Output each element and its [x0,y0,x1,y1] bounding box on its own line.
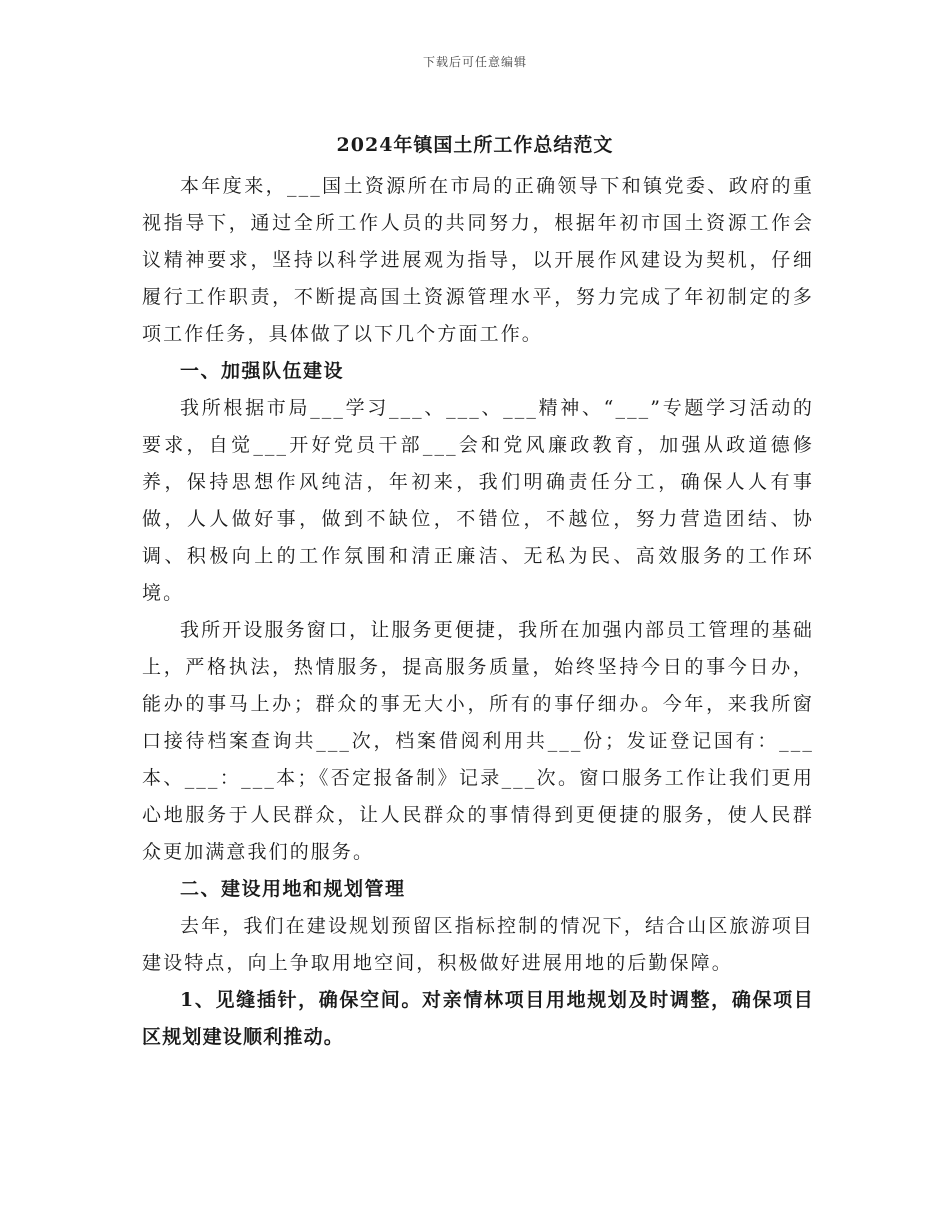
paragraph-intro: 本年度来，___国土资源所在市局的正确领导下和镇党委、政府的重视指导下，通过全所工作人员的共同努力，根据年初市国土资源工作会议精神要求，坚持以科学进展观为指导，以开展作风建设为契机，仔细履行工作职责，不断提高国土资源管理水平，努力完成了年初制定的多项工作任务，具体做了以下几个方面工作。 [142,175,814,345]
document-title: 2024年镇国土所工作总结范文 [336,134,614,156]
section-heading-team-building: 一、加强队伍建设 [180,360,345,382]
paragraph-team-building: 我所根据市局___学习___、___、___精神、“___”专题学习活动的要求，自觉___开好党员干部___会和党风廉政教育，加强从政道德修养，保持思想作风纯洁，年初来，我们明确责任分工，确保人人有事做，人人做好事，做到不缺位，不错位，不越位，努力营造团结、协调、积极向上的工作氛围和清正廉洁、无私为民、高效服务的工作环境。 [142,397,814,604]
document-body [142,168,814,1056]
header-note: 下载后可任意编辑 [422,55,527,69]
paragraph-land-planning: 去年，我们在建设规划预留区指标控制的情况下，结合山区旅游项目建设特点，向上争取用地空间，积极做好进展用地的后勤保障。 [142,915,814,974]
paragraph-service-window: 我所开设服务窗口，让服务更便捷，我所在加强内部员工管理的基础上，严格执法，热情服务，提高服务质量，始终坚持今日的事今日办，能办的事马上办；群众的事无大小，所有的事仔细办。今年，来我所窗口接待档案查询共___次，档案借阅利用共___份；发证登记国有：___本、___：___本；《否定报备制》记录___次。窗口服务工作让我们更用心地服务于人民群众，让人民群众的事情得到更便捷的服务，使人民群众更加满意我们的服务。 [142,619,814,863]
section-heading-land-planning: 二、建设用地和规划管理 [180,878,406,900]
paragraph-subpoint-1: 1、见缝插针，确保空间。对亲情林项目用地规划及时调整，确保项目区规划建设顺利推动。 [142,989,814,1048]
